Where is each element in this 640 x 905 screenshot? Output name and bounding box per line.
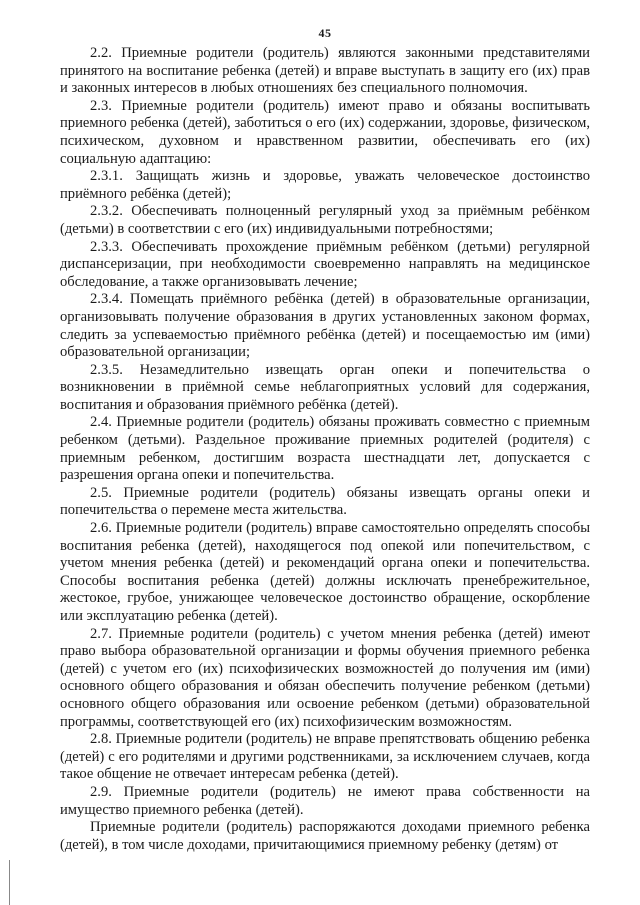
paragraph-2-8: 2.8. Приемные родители (родитель) не вправе препятствовать общению ребенка (детей) с его родителями и другими родственниками, за исключением случаев, когда такое общение не отвечает интересам ребенка (детей). <box>60 731 590 783</box>
page-number: 45 <box>318 26 332 40</box>
paragraph-2-3-5: 2.3.5. Незамедлительно извещать орган опеки и попечительства о возникновении в приёмной семье неблагоприятных условий для содержания, воспитания и образования приёмного ребёнка (детей). <box>60 361 590 413</box>
scan-edge-line <box>9 860 10 905</box>
paragraph-2-2: 2.2. Приемные родители (родитель) являются законными представителями принятого на воспитание ребенка (детей) и вправе выступать в защиту его (их) прав и законных интересов в любых отношениях без специального полномочия. <box>60 45 590 97</box>
paragraph-2-3-4: 2.3.4. Помещать приёмного ребёнка (детей) в образовательные организации, организовывать получение образования в других установленных законом формах, следить за успеваемостью приёмного ребёнка (детей) и посещаемостью им (ими) образовательной организации; <box>60 291 590 361</box>
paragraph-2-3-1: 2.3.1. Защищать жизнь и здоровье, уважать человеческое достоинство приёмного ребёнка (детей); <box>60 168 590 202</box>
paragraph-2-3-3: 2.3.3. Обеспечивать прохождение приёмным ребёнком (детьми) регулярной диспансеризации, при необходимости своевременно направлять на медицинское обследование, а также организовывать лечение; <box>60 238 590 290</box>
paragraph-2-7: 2.7. Приемные родители (родитель) с учетом мнения ребенка (детей) имеют право выбора образовательной организации и формы обучения приемного ребенка (детей) с учетом его (их) психофизических возможностей до получения им (ими) основного общего образования и обязан обеспечить получение ребенком (детьми) основного общего образования или освоение ребенком (детьми) образовательной программы, соответствующей его (их) психофизическим возможностям. <box>60 625 590 730</box>
paragraph-2-3-2: 2.3.2. Обеспечивать полноценный регулярный уход за приёмным ребёнком (детьми) в соответствии с его (их) индивидуальными потребностями; <box>60 203 590 237</box>
paragraph-2-4: 2.4. Приемные родители (родитель) обязаны проживать совместно с приемным ребенком (детьми). Раздельное проживание приемных родителей (родителя) с приемным ребенком, достигшим возраста шестнадцати лет, допускается с разрешения органа опеки и попечительства. <box>60 414 590 484</box>
paragraph-2-3: 2.3. Приемные родители (родитель) имеют право и обязаны воспитывать приемного ребенка (детей), заботиться о его (их) содержании, здоровье, физическом, психическом, духовном и нравственном развитии, обеспечивать его (их) социальную адаптацию: <box>60 97 590 167</box>
paragraph-2-6: 2.6. Приемные родители (родитель) вправе самостоятельно определять способы воспитания ребенка (детей), находящегося под опекой или попечительством, с учетом мнения ребенка (детей) и рекомендаций органа опеки и попечительства. Способы воспитания ребенка (детей) должны исключать пренебрежительное, жестокое, грубое, унижающее человеческое достоинство обращение, оскорбление или эксплуатацию ребенка (детей). <box>60 520 590 624</box>
paragraph-2-9: 2.9. Приемные родители (родитель) не имеют права собственности на имущество приемного ребенка (детей). <box>60 783 590 818</box>
paragraph-2-5: 2.5. Приемные родители (родитель) обязаны извещать органы опеки и попечительства о перемене места жительства. <box>60 484 590 519</box>
paragraph-income: Приемные родители (родитель) распоряжаются доходами приемного ребенка (детей), в том числе доходами, причитающимися приемному ребенку (детям) от <box>60 819 590 853</box>
